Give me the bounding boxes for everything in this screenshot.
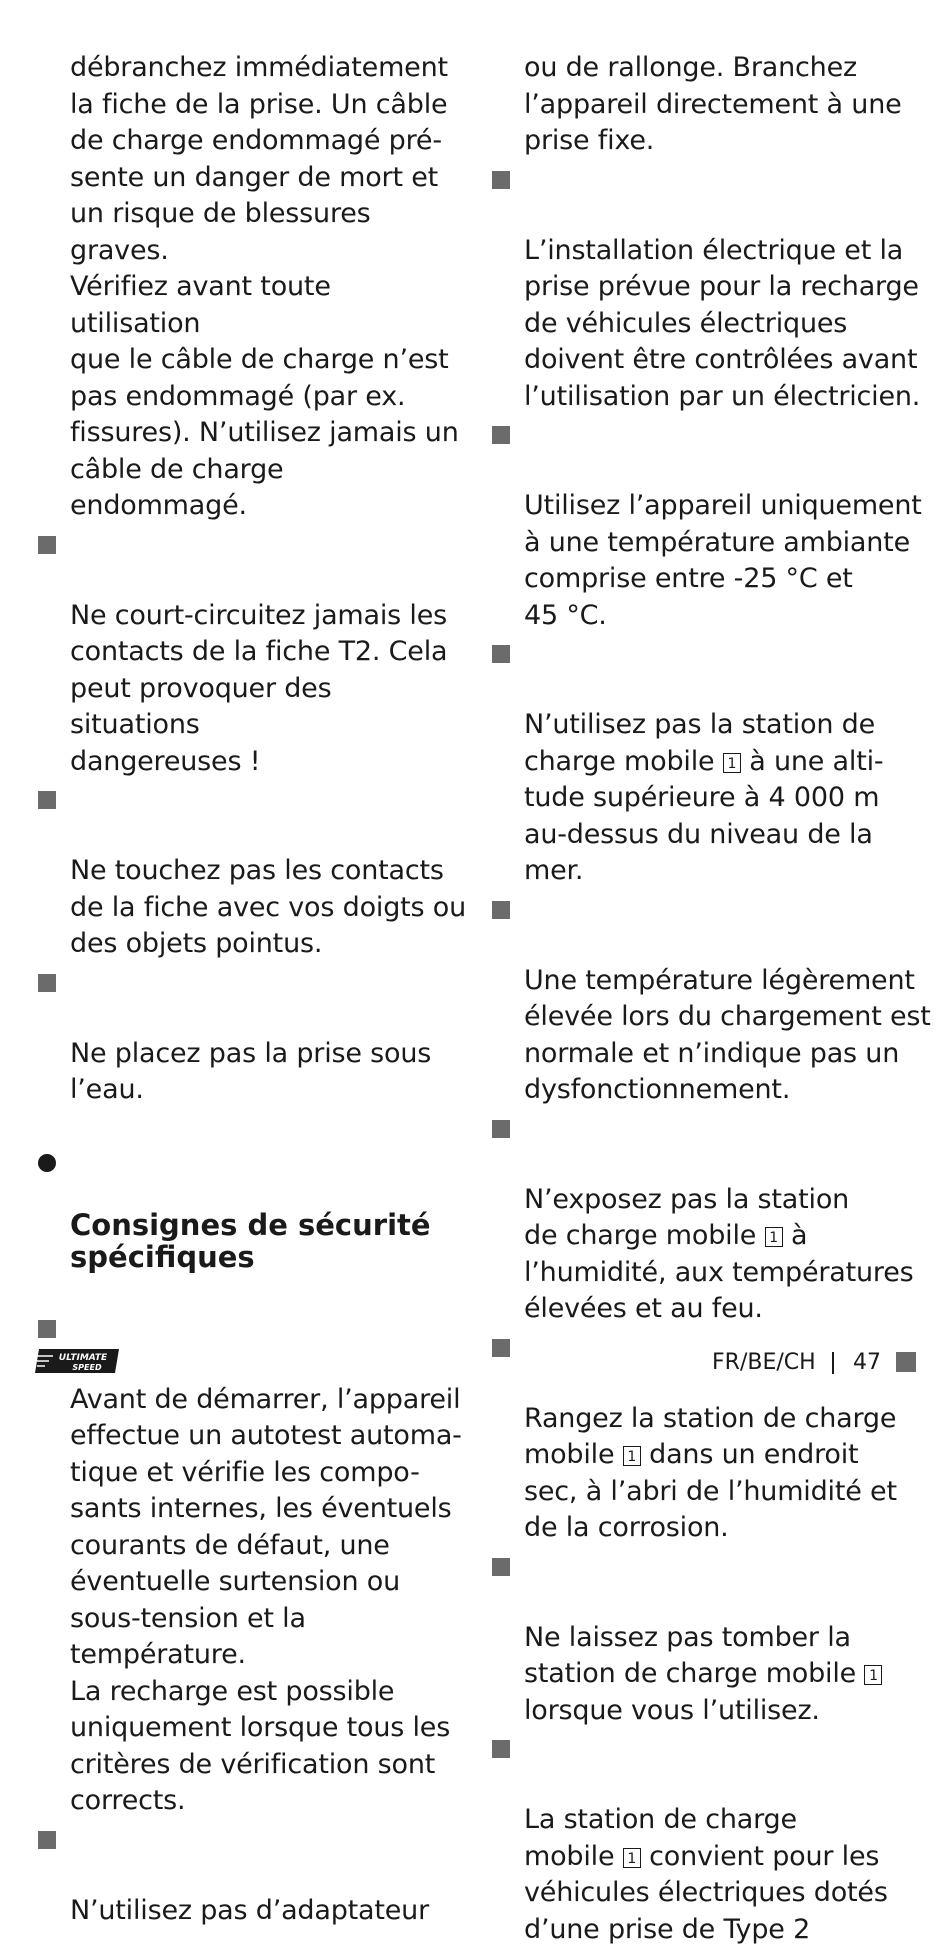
- bullet-square-icon: [38, 1831, 56, 1849]
- bullet-square-icon: [492, 426, 510, 444]
- left-column: [38, 50, 468, 1929]
- list-item: Ne placez pas la prise sous l’eau.: [38, 963, 468, 1109]
- logo-text-bottom: SPEED: [72, 1363, 102, 1372]
- footer-divider: [832, 1352, 834, 1374]
- list-item: L’installation électrique et la prise prévue pour la recharge de véhicules électriques doivent être contrôlées avant l’utilisation par un électricien.: [492, 160, 932, 416]
- bullet-square-icon: [38, 791, 56, 809]
- bullet-square-icon: [492, 901, 510, 919]
- page-number: 47: [853, 1350, 881, 1375]
- list-item: N’exposez pas la station de charge mobile 1 à l’humidité, aux températures élevées et au feu.: [492, 1109, 932, 1328]
- bullet-square-icon: [38, 974, 56, 992]
- footer-square-icon: [896, 1352, 916, 1372]
- bullet-square-icon: [492, 1339, 510, 1357]
- section-heading: Consignes de sécurité spécifiques: [38, 1145, 468, 1273]
- logo-text-top: ULTIMATE: [58, 1353, 108, 1363]
- part-reference-box: 1: [723, 753, 741, 773]
- list-item: Avant de démarrer, l’appareil effectue un autotest automa- tique et vérifie les compo- sants internes, les éventuels courants de défaut, une éventuelle surtension ou sous-tension et la température. La recharge est possible uniquement lorsque tous les critères de vérification sont corrects.: [38, 1309, 468, 1820]
- list-item: Une température légèrement élevée lors du chargement est normale et n’indique pas un dysfonctionnement.: [492, 890, 932, 1109]
- list-item: Ne touchez pas les contacts de la fiche avec vos doigts ou des objets pointus.: [38, 780, 468, 963]
- list-item: Ne court-circuitez jamais les contacts de la fiche T2. Cela peut provoquer des situations dangereuses !: [38, 525, 468, 781]
- bullet-square-icon: [492, 1120, 510, 1138]
- part-reference-box: 1: [864, 1665, 882, 1685]
- continuation-paragraph: ou de rallonge. Branchez l’appareil directement à une prise fixe.: [524, 52, 902, 156]
- part-reference-box: 1: [623, 1848, 641, 1868]
- list-item: La station de charge mobile 1 convient pour les véhicules électriques dotés d’une prise de Type 2: [492, 1729, 932, 1948]
- bullet-square-icon: [492, 645, 510, 663]
- bullet-square-icon: [492, 1740, 510, 1758]
- list-item: Ne laissez pas tomber la station de charge mobile 1 lorsque vous l’utilisez.: [492, 1547, 932, 1730]
- list-item: Rangez la station de charge mobile 1 dans un endroit sec, à l’abri de l’humidité et de la corrosion.: [492, 1328, 932, 1547]
- bullet-square-icon: [38, 1320, 56, 1338]
- bullet-square-icon: [492, 171, 510, 189]
- bullet-square-icon: [38, 536, 56, 554]
- bullet-dot-icon: [38, 1154, 56, 1172]
- list-item: N’utilisez pas la station de charge mobile 1 à une alti- tude supérieure à 4 000 m au-dessus du niveau de la mer.: [492, 634, 932, 890]
- continuation-paragraph: débranchez immédiatement la fiche de la prise. Un câble de charge endommagé pré- sente un danger de mort et un risque de blessures graves. Vérifiez avant toute utilisation que le câble de charge n’est pas endommagé (par ex. fissures). N’utilisez jamais un câble de charge endommagé.: [70, 52, 459, 521]
- right-column: [492, 50, 932, 1948]
- part-reference-box: 1: [623, 1446, 641, 1466]
- list-item: Utilisez l’appareil uniquement à une température ambiante comprise entre -25 °C et 45 °C.: [492, 415, 932, 634]
- list-item: N’utilisez pas d’adaptateur: [38, 1820, 468, 1930]
- region-label: FR/BE/CH: [712, 1350, 816, 1375]
- brand-logo: [35, 1348, 119, 1374]
- part-reference-box: 1: [765, 1227, 783, 1247]
- bullet-square-icon: [492, 1558, 510, 1576]
